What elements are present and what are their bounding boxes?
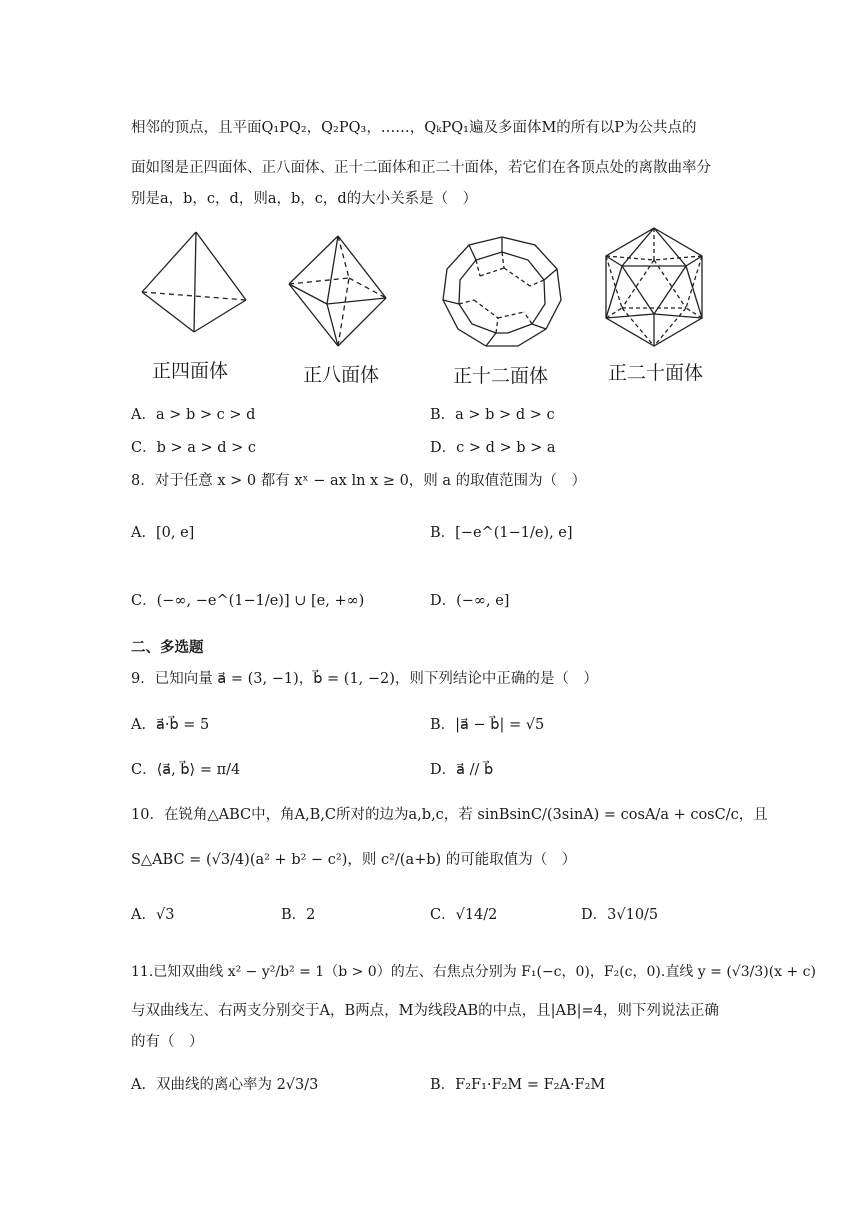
q8-option-b: B．[−e^(1−1/e), e] bbox=[430, 525, 573, 541]
caption-octahedron: 正八面体 bbox=[303, 364, 380, 386]
q10-option-a: A．√3 bbox=[131, 907, 175, 923]
q11-stem-line-3: 的有（ ） bbox=[131, 1034, 204, 1050]
intro-line-3: 别是a，b，c，d，则a，b，c，d的大小关系是（ ） bbox=[131, 191, 478, 207]
q9-option-c: C．⟨a⃗, b⃗⟩ = π/4 bbox=[131, 762, 241, 778]
dodecahedron-figure bbox=[440, 234, 564, 350]
octahedron-figure bbox=[287, 234, 389, 348]
q11-option-a: A．双曲线的离心率为 2√3/3 bbox=[131, 1077, 319, 1093]
q11-stem-line-2: 与双曲线左、右两支分别交于A，B两点，M为线段AB的中点，且|AB|=4，则下列说法正确 bbox=[131, 1003, 719, 1019]
q11-stem-line-1: 11.已知双曲线 x² − y²/b² = 1（b > 0）的左、右焦点分别为 F₁(−c，0)，F₂(c，0).直线 y = (√3/3)(x + c) bbox=[131, 964, 816, 980]
intro-line-1: 相邻的顶点，且平面Q₁PQ₂，Q₂PQ₃，……，QₖPQ₁遍及多面体M的所有以P为公共点的 bbox=[131, 120, 697, 136]
q8-option-d: D．(−∞, e] bbox=[430, 593, 510, 609]
q9-stem: 9．已知向量 a⃗ = (3, −1)，b⃗ = (1, −2)，则下列结论中正确的是（ ） bbox=[131, 671, 598, 687]
caption-icosahedron: 正二十面体 bbox=[608, 362, 704, 384]
intro-line-2: 面如图是正四面体、正八面体、正十二面体和正二十面体，若它们在各顶点处的离散曲率分 bbox=[131, 160, 711, 176]
caption-dodecahedron: 正十二面体 bbox=[453, 365, 549, 387]
q9-option-b: B．|a⃗ − b⃗| = √5 bbox=[430, 717, 545, 733]
q10-stem-line-2: S△ABC = (√3/4)(a² + b² − c²)，则 c²/(a+b) 的可能取值为（ ） bbox=[131, 852, 577, 868]
q10-option-c: C．√14/2 bbox=[430, 907, 498, 923]
q9-option-d: D．a⃗ // b⃗ bbox=[430, 762, 494, 778]
q7-option-b: B．a > b > d > c bbox=[430, 407, 555, 423]
icosahedron-figure bbox=[598, 226, 710, 350]
q9-option-a: A．a⃗·b⃗ = 5 bbox=[131, 717, 210, 733]
caption-tetrahedron: 正四面体 bbox=[152, 360, 229, 382]
q10-option-d: D．3√10/5 bbox=[581, 907, 659, 923]
q7-option-c: C．b > a > d > c bbox=[131, 440, 257, 456]
q8-option-a: A．[0, e] bbox=[131, 525, 195, 541]
section-heading-multiple-choice: 二、多选题 bbox=[131, 640, 204, 656]
q11-option-b: B．F₂F₁·F₂M = F₂A·F₂M bbox=[430, 1077, 606, 1093]
tetrahedron-figure bbox=[138, 228, 250, 336]
q10-option-b: B．2 bbox=[281, 907, 316, 923]
q8-option-c: C．(−∞, −e^(1−1/e)] ∪ [e, +∞) bbox=[131, 593, 365, 609]
q7-option-d: D．c > d > b > a bbox=[430, 440, 556, 456]
q7-option-a: A．a > b > c > d bbox=[131, 407, 256, 423]
q8-stem: 8．对于任意 x > 0 都有 xˣ − ax ln x ≥ 0，则 a 的取值范围为（ ） bbox=[131, 473, 587, 489]
q10-stem-line-1: 10．在锐角△ABC中，角A,B,C所对的边为a,b,c，若 sinBsinC/(3sinA) = cosA/a + cosC/c，且 bbox=[131, 807, 768, 823]
